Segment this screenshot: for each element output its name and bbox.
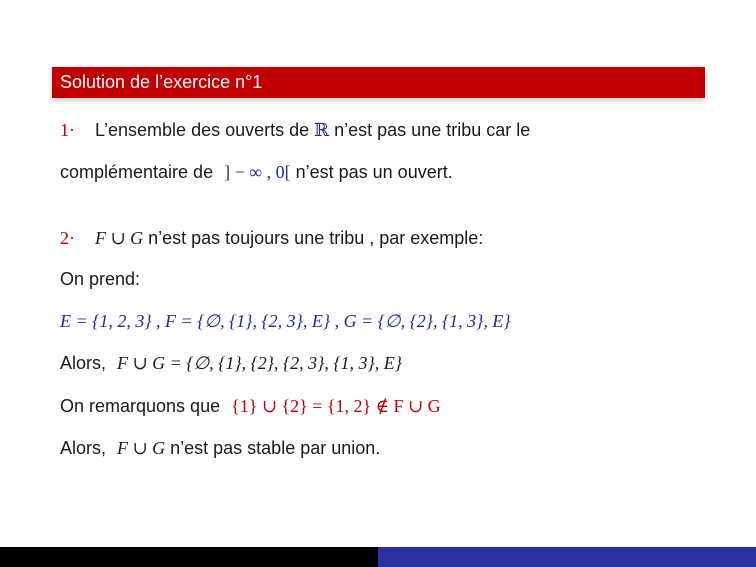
slide-title: Solution de l’exercice n°1 bbox=[60, 72, 263, 92]
sets-line bbox=[60, 310, 511, 332]
on-prend-line bbox=[60, 268, 140, 290]
item-2-union: F ∪ G bbox=[95, 228, 144, 248]
remark-line bbox=[60, 395, 441, 417]
footer-bar-right bbox=[378, 547, 756, 567]
item-1-line-2 bbox=[60, 161, 453, 183]
alors-2-label: Alors, bbox=[60, 438, 107, 458]
alors-1-label: Alors, bbox=[60, 353, 107, 373]
set-separator-1: , bbox=[156, 311, 161, 331]
item-1-line-1 bbox=[60, 119, 530, 141]
alors-2-line bbox=[60, 437, 380, 459]
remark-label: On remarquons que bbox=[60, 396, 221, 416]
item-2-number: 2· bbox=[60, 228, 75, 248]
item-1-line-2-text-a: complémentaire de bbox=[60, 162, 214, 182]
item-1-text-b: n’est pas une tribu car le bbox=[334, 120, 531, 140]
set-f-formula: F = {∅, {1}, {2, 3}, E} bbox=[165, 311, 331, 331]
slide-title-bar bbox=[52, 67, 705, 98]
alors-2-text: n’est pas stable par union. bbox=[170, 438, 381, 458]
item-1-text-a: L’ensemble des ouverts de bbox=[95, 120, 310, 140]
real-numbers-symbol: ℝ bbox=[314, 120, 330, 140]
item-2-text: n’est pas toujours une tribu , par exemple: bbox=[148, 228, 484, 248]
item-1-number: 1· bbox=[60, 120, 75, 140]
interval-formula: ] − ∞ , 0[ bbox=[224, 162, 291, 182]
set-separator-2: , bbox=[334, 311, 340, 331]
alors-1-line bbox=[60, 352, 402, 374]
alors-2-union: F ∪ G bbox=[117, 438, 166, 458]
set-g-formula: G = {∅, {2}, {1, 3}, E} bbox=[343, 311, 511, 331]
union-result-formula: F ∪ G = {∅, {1}, {2}, {2, 3}, {1, 3}, E} bbox=[117, 353, 402, 373]
remark-formula: {1} ∪ {2} = {1, 2} ∉ F ∪ G bbox=[231, 396, 441, 416]
item-1-line-2-text-b: n’est pas un ouvert. bbox=[295, 162, 453, 182]
footer-bar-left bbox=[0, 547, 378, 567]
item-2-line bbox=[60, 227, 483, 249]
on-prend-text: On prend: bbox=[60, 269, 141, 289]
set-e-formula: E = {1, 2, 3} bbox=[60, 311, 152, 331]
